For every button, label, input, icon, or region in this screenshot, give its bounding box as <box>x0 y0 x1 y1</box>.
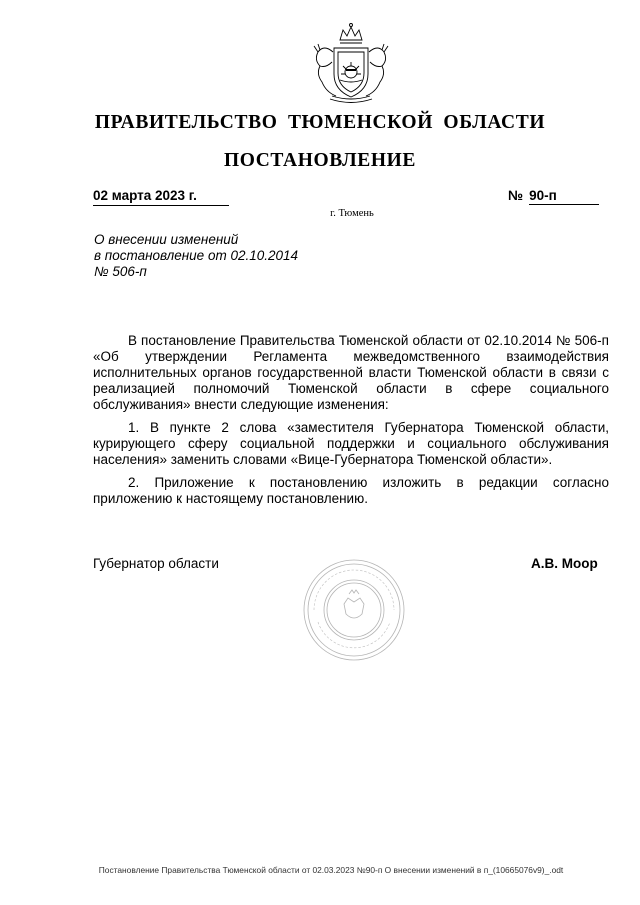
document-footer: Постановление Правительства Тюменской области от 02.03.2023 №90-п О внесении изменений в п_(10665076v9)_.odt <box>98 865 564 875</box>
signer-name: А.В. Моор <box>531 556 598 571</box>
document-type-title: ПОСТАНОВЛЕНИЕ <box>223 150 417 171</box>
subject-line: О внесении изменений <box>94 232 239 247</box>
signer-position: Губернатор области <box>93 556 219 571</box>
city-label: г. Тюмень <box>330 208 374 219</box>
body-paragraph: 1. В пункте 2 слова «заместителя Губернатора Тюменской области, курирующего сферу социальной поддержки и социального обслуживания населения» заменить словами «Вице-Губернатора Тюменской области». <box>93 420 609 467</box>
coat-of-arms-icon <box>296 22 406 107</box>
document-subject <box>94 232 394 280</box>
body-paragraph: В постановление Правительства Тюменской области от 02.10.2014 № 506-п «Об утверждении Регламента межведомственного взаимодействия исполнительных органов государственной власти Тюменской области в связи с реализацией полномочий Тюменской области в сфере социального обслуживания» внести следующие изменения: <box>93 333 609 412</box>
document-body <box>93 333 609 514</box>
body-paragraph: 2. Приложение к постановлению изложить в редакции согласно приложению к настоящему постановлению. <box>93 475 609 506</box>
number-label: № <box>508 188 524 203</box>
organization-title: ПРАВИТЕЛЬСТВО ТЮМЕНСКОЙ ОБЛАСТИ <box>94 112 546 133</box>
subject-line: № 506-п <box>94 264 147 279</box>
document-date: 02 марта 2023 г. <box>93 188 229 206</box>
official-seal-icon <box>302 558 406 662</box>
number-value: 90-п <box>529 188 599 205</box>
subject-line: в постановление от 02.10.2014 <box>94 248 299 263</box>
document-number <box>508 188 605 205</box>
